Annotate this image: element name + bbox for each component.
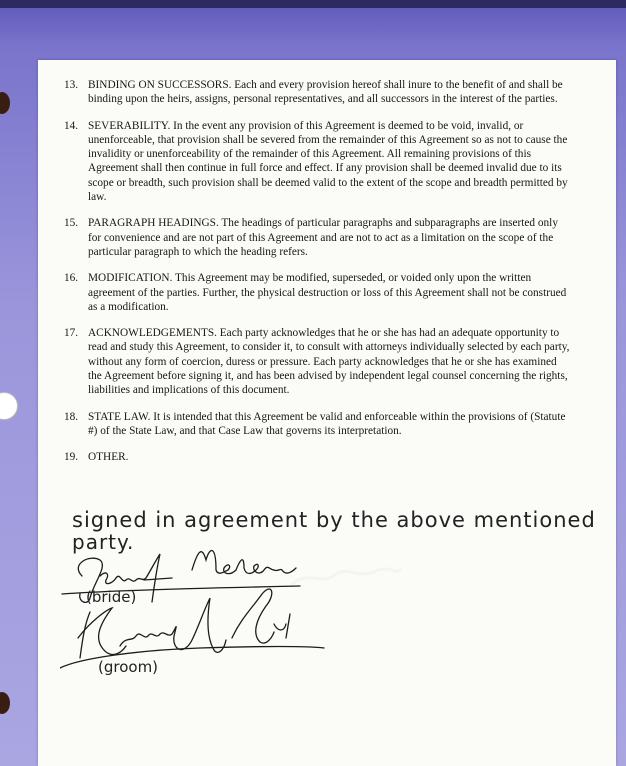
- clause-14: [64, 119, 570, 205]
- clause-text: ACKNOWLEDGEMENTS. Each party acknowledges that he or she has had an adequate opportunity to read and study this Agreement, to consider it, to consult with attorneys individually selected by each party, without any form of coercion, duress or pressure. Each party acknowledges that he or she has examined the Agreement before signing it, and has been advised by independent legal counsel concerning the rights, liabilities and implications of this document.: [88, 327, 570, 397]
- clause-17: [64, 326, 570, 397]
- scanner-top-edge: [0, 0, 626, 8]
- binder-hole: [0, 92, 10, 114]
- hole-reinforcement-ring: [0, 392, 18, 420]
- clause-text: STATE LAW. It is intended that this Agreement be valid and enforceable within the provisions of (Statute #) of the State Law, and that Case Law that governs its interpretation.: [88, 410, 566, 437]
- signatures: [60, 540, 420, 710]
- clause-13: [64, 78, 570, 107]
- clause-text: OTHER.: [88, 451, 129, 464]
- clause-number: 17.: [64, 327, 79, 340]
- clause-number: 15.: [64, 217, 79, 230]
- clause-text: MODIFICATION. This Agreement may be modified, superseded, or voided only upon the written agreement of the parties. Further, the physical destruction or loss of this Agreement shall not be construed as a modification.: [88, 272, 567, 313]
- binder-hole: [0, 692, 10, 714]
- bride-label: (bride): [86, 588, 137, 606]
- clause-19: [64, 450, 570, 464]
- handwritten-statement-line2: party.: [72, 530, 135, 554]
- clause-number: 16.: [64, 272, 79, 285]
- clause-text: PARAGRAPH HEADINGS. The headings of particular paragraphs and subparagraphs are inserted only for convenience and are not part of this Agreement and are not to act as a limitation on the scope of the particular paragraph to which the heading refers.: [88, 217, 558, 258]
- handwritten-statement-line1: signed in agreement by the above mentioned: [72, 508, 596, 532]
- clause-text: BINDING ON SUCCESSORS. Each and every provision hereof shall inure to the benefit of and shall be binding upon the heirs, assigns, personal representatives, and all successors in the interest of the parties.: [88, 79, 563, 106]
- clause-number: 13.: [64, 79, 79, 91]
- white-ink-signature: [292, 569, 400, 584]
- groom-label: (groom): [98, 658, 159, 676]
- clause-number: 14.: [64, 119, 79, 132]
- clause-number: 19.: [64, 451, 79, 464]
- clause-18: [64, 410, 570, 439]
- clause-15: [64, 216, 570, 259]
- clause-number: 18.: [64, 410, 79, 423]
- agreement-clauses: [64, 78, 570, 477]
- clause-16: [64, 271, 570, 314]
- clause-text: SEVERABILITY. In the event any provision of this Agreement is deemed to be void, invalid, or unenforceable, that provision shall be severed from the remainder of this Agreement so as not to cause the invalidity or unenforceability of the remainder of this Agreement. All remaining provisions of this Agreement shall then continue in full force and effect. If any provision shall be deemed invalid due to its scope or breadth, such provision shall be deemed valid to the extent of the scope and breadth permitted by law.: [88, 119, 568, 204]
